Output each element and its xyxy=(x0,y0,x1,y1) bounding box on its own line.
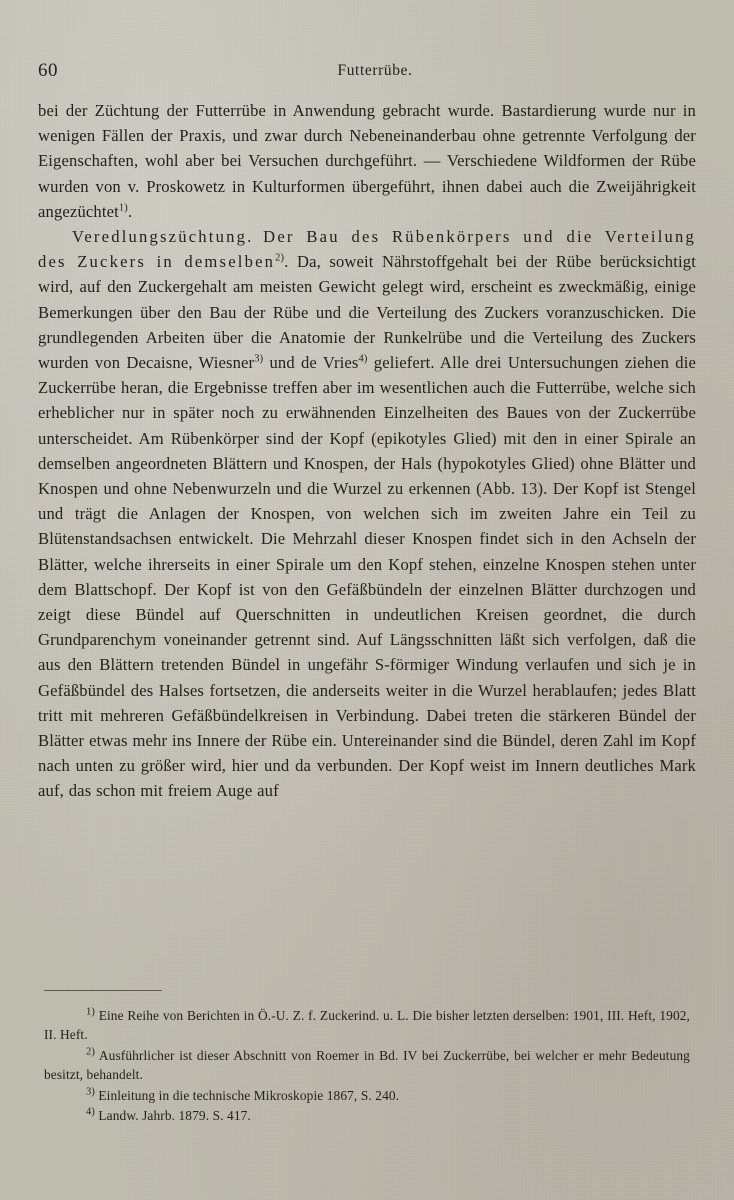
footnote-1-text: Eine Reihe von Berichten in Ö.-U. Z. f. Zuckerind. u. L. Die bisher letzten derselben: 1901, III. Heft, 1902, II. Heft. xyxy=(44,1008,690,1043)
footnote-2-mark: 2) xyxy=(86,1046,95,1058)
footnote-ref-4[interactable]: 4) xyxy=(358,353,368,365)
spaced-heading-2: Der Bau des Rübenkörpers und die Verteilung des Zuckers in demselben xyxy=(38,227,696,272)
paragraph-1: bei der Züchtung der Futterrübe in Anwendung gebracht wurde. Bastardierung wurde nur in wenigen Fällen der Praxis, und zwar durch Nebeneinanderbau ohne getrennte Verfolgung der Eigenschaften, wohl aber bei Versuchen durchgeführt. — Verschiedene Wildformen der Rübe wurden von v. Proskowetz in Kulturformen übergeführt, ihnen dabei auch die Zweijährigkeit angezüchtet$^{1)}$. xyxy=(38,101,696,221)
footnote-1-mark: 1) xyxy=(86,1006,95,1018)
paragraph-2-text-a: Da, soweit Nährstoffgehalt bei der Rübe berücksichtigt wird, auf den Zuckergehalt am meisten Gewicht gelegt wird, erscheint es zweckmäßig, einige Bemerkungen über den Bau der Rübe und die Verteilung des Zuckers voranzuschicken. Die grundlegenden Arbeiten über die Anatomie der Runkelrübe und die Verteilung des Zuckers wurden von Decaisne, Wiesner xyxy=(38,252,696,373)
paragraph-1-text: bei der Züchtung der Futterrübe in Anwendung gebracht wurde. Bastardierung wurde nur in wenigen Fällen der Praxis, und zwar durch Nebeneinanderbau ohne getrennte Verfolgung der Eigenschaften, wohl aber bei Versuchen durchgeführt. — Verschiedene Wildformen der Rübe wurden von v. Proskowetz in Kulturformen übergeführt, ihnen dabei auch die Zweijährigkeit angezüchtet xyxy=(38,101,696,221)
footnote-3 xyxy=(44,1086,690,1105)
footnote-2 xyxy=(44,1046,690,1085)
footnote-ref-2[interactable]: 2) xyxy=(275,252,285,264)
page-number: 60 xyxy=(38,60,58,81)
paragraph-2: Veredlungszüchtung. Der Bau des Rübenkörpers und die Verteilung des Zuckers in demselben$^{2)}$. Da, soweit Nährstoffgehalt bei der Rübe berücksichtigt wird, auf den Zuckergehalt am meisten Gewicht gelegt wird, erscheint es zweckmäßig, einige Bemerkungen über den Bau der Rübe und die Verteilung des Zuckers voranzuschicken. Die grundlegenden Arbeiten über die Anatomie der Runkelrübe und die Verteilung des Zuckers wurden von Decaisne, Wiesner$^{3)}$ und de Vries$^{4)}$ geliefert. Alle drei Untersuchungen ziehen die Zuckerrübe heran, die Ergebnisse treffen aber im wesentlichen auch die Futterrübe, welche sich erheblicher nur in später noch zu erwähnenden Einzelheiten des Baues von der Zuckerrübe unterscheidet. Am Rübenkörper sind der Kopf (epikotyles Glied) mit den in einer Spirale an demselben angeordneten Blättern und Knospen, der Hals (hypokotyles Glied) ohne Blätter und Knospen und ohne Nebenwurzeln und die Wurzel zu erkennen (Abb. 13). Der Kopf ist Stengel und trägt die Anlagen der Knospen, von welchen sich im zweiten Jahre ein Teil zu Blütenstandsachsen entwickelt. Die Mehrzahl dieser Knospen findet sich in den Achseln der Blätter, welche ihrerseits in einer Spirale um den Kopf stehen, einzelne Knospen stehen unter dem Blattschopf. Der Kopf ist von den Gefäßbündeln der einzelnen Blätter durchzogen und zeigt diese Bündel auf Querschnitten in undeutlichen Kreisen geordnet, die durch Grundparenchym voneinander getrennt sind. Auf Längsschnitten läßt sich verfolgen, daß die aus den Blättern tretenden Bündel in ungefähr S-förmiger Windung verlaufen und sich je in Gefäßbündel des Halses fortsetzen, die anderseits weiter in die Wurzel herablaufen; jedes Blatt tritt mit mehreren Gefäßbündelkreisen in Verbindung. Dabei treten die stärkeren Bündel der Blätter etwas mehr ins Innere der Rübe ein. Untereinander sind die Bündel, deren Zahl im Kopf nach unten zu größer wird, hier und da verbunden. Der Kopf weist im Innern deutliches Mark auf, das schon mit freiem Auge auf xyxy=(38,227,696,801)
footnote-4 xyxy=(44,1106,690,1125)
spaced-heading-1: Veredlungszüchtung. xyxy=(72,227,254,247)
footnote-3-mark: 3) xyxy=(86,1086,95,1098)
body-text xyxy=(38,98,696,804)
footnote-ref-3[interactable]: 3) xyxy=(254,353,264,365)
page-header xyxy=(38,60,696,82)
footnote-4-text: Landw. Jahrb. 1879. S. 417. xyxy=(98,1108,251,1124)
footnotes-block xyxy=(44,1006,690,1126)
paragraph-2-text-c: geliefert. Alle drei Untersuchungen ziehen die Zuckerrübe heran, die Ergebnisse treffen aber im wesentlichen auch die Futterrübe, welche sich erheblicher nur in später noch zu erwähnenden Einzelheiten des Baues von der Zuckerrübe unterscheidet. Am Rübenkörper sind der Kopf (epikotyles Glied) mit den in einer Spirale an demselben angeordneten Blättern und Knospen, der Hals (hypokotyles Glied) ohne Blätter und Knospen und ohne Nebenwurzeln und die Wurzel zu erkennen (Abb. 13). Der Kopf ist Stengel und trägt die Anlagen der Knospen, von welchen sich im zweiten Jahre ein Teil zu Blütenstandsachsen entwickelt. Die Mehrzahl dieser Knospen findet sich in den Achseln der Blätter, welche ihrerseits in einer Spirale um den Kopf stehen, einzelne Knospen stehen unter dem Blattschopf. Der Kopf ist von den Gefäßbündeln der einzelnen Blätter durchzogen und zeigt diese Bündel auf Querschnitten in undeutlichen Kreisen geordnet, die durch Grundparenchym voneinander getrennt sind. Auf Längsschnitten läßt sich verfolgen, daß die aus den Blättern tretenden Bündel in ungefähr S-förmiger Windung verlaufen und sich je in Gefäßbündel des Halses fortsetzen, die anderseits weiter in die Wurzel herablaufen; jedes Blatt tritt mit mehreren Gefäßbündelkreisen in Verbindung. Dabei treten die stärkeren Bündel der Blätter etwas mehr ins Innere der Rübe ein. Untereinander sind die Bündel, deren Zahl im Kopf nach unten zu größer wird, hier und da verbunden. Der Kopf weist im Innern deutliches Mark auf, das schon mit freiem Auge auf xyxy=(38,353,696,801)
running-head: Futterrübe. xyxy=(337,62,413,79)
paragraph-2-text-b: und de Vries xyxy=(269,353,359,373)
footnote-1 xyxy=(44,1006,690,1045)
footnote-separator xyxy=(44,990,162,991)
footnote-ref-1[interactable]: 1) xyxy=(118,202,128,214)
footnote-4-mark: 4) xyxy=(86,1106,95,1118)
footnote-2-text: Ausführlicher ist dieser Abschnitt von Roemer in Bd. IV bei Zuckerrübe, bei welcher er mehr Bedeutung besitzt, behandelt. xyxy=(44,1047,690,1083)
footnote-3-text: Einleitung in die technische Mikroskopie 1867, S. 240. xyxy=(98,1087,400,1103)
